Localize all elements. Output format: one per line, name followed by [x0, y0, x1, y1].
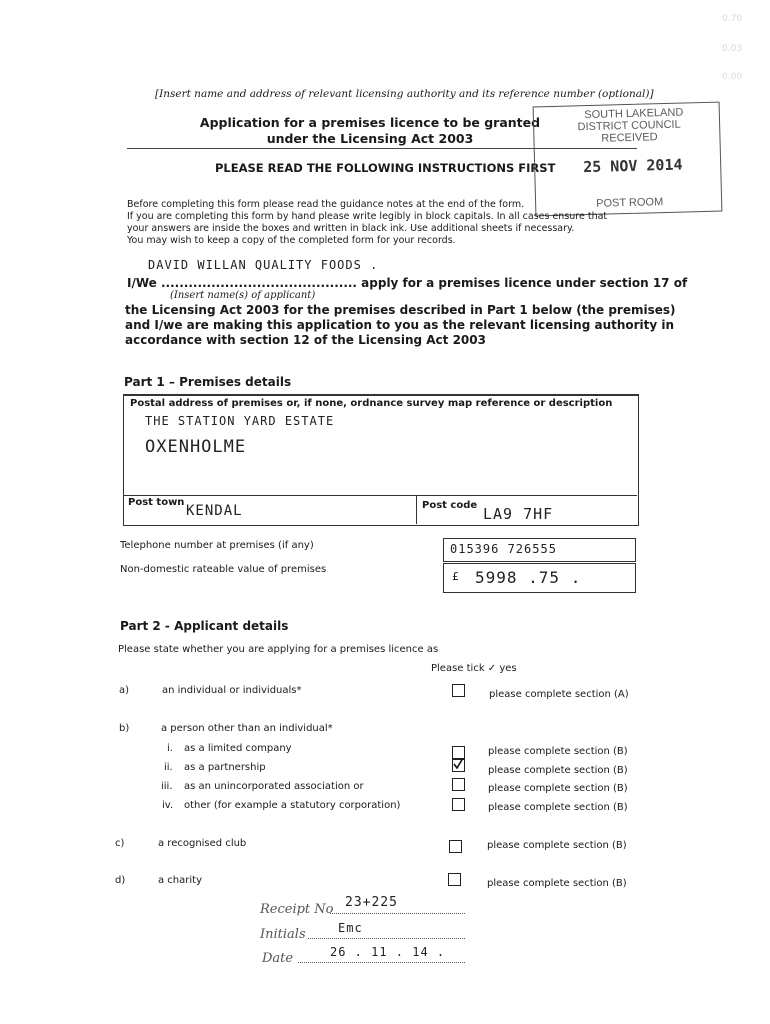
- option-label-other-statutory: other (for example a statutory corporation): [184, 800, 401, 811]
- stamp-date: 25 NOV 2014: [582, 155, 683, 177]
- option-letter: iv.: [162, 800, 174, 811]
- option-section: please complete section (B): [487, 840, 627, 851]
- option-section: please complete section (B): [488, 746, 628, 757]
- checkbox-unincorporated[interactable]: [452, 778, 465, 791]
- form-title-line2: under the Licensing Act 2003: [266, 131, 474, 146]
- address-vertical-divider: [416, 495, 417, 524]
- option-letter: iii.: [161, 781, 173, 792]
- received-stamp: [533, 102, 723, 217]
- option-section: please complete section (B): [488, 802, 628, 813]
- post-code-label: Post code: [422, 500, 478, 511]
- margin-mark: 0.70: [722, 14, 743, 24]
- initials-dotted-line: [308, 938, 465, 939]
- applicant-handwritten-name: DAVID WILLAN QUALITY FOODS .: [148, 258, 379, 272]
- checkbox-charity[interactable]: [448, 873, 461, 886]
- option-section: please complete section (B): [487, 878, 627, 889]
- tick-header: Please tick ✓ yes: [431, 663, 517, 674]
- stamp-council-line1: SOUTH LAKELAND: [584, 106, 684, 122]
- option-label-individual: an individual or individuals*: [162, 685, 302, 696]
- telephone-value[interactable]: 015396 726555: [450, 542, 557, 556]
- option-letter: i.: [167, 743, 173, 754]
- post-code-value[interactable]: LA9 7HF: [483, 505, 554, 523]
- part2-heading: Part 2 - Applicant details: [120, 619, 289, 633]
- telephone-label: Telephone number at premises (if any): [120, 540, 314, 551]
- option-letter: c): [115, 838, 125, 849]
- option-section: please complete section (B): [488, 783, 628, 794]
- post-town-label: Post town: [128, 497, 185, 508]
- applicant-body-line2: and I/we are making this application to you as the relevant licensing authority in: [125, 318, 675, 332]
- date-dotted-line: [298, 962, 465, 963]
- intro-line3: your answers are inside the boxes and written in black ink. Use additional sheets if necessary.: [127, 223, 575, 234]
- option-letter: ii.: [164, 762, 173, 773]
- instructions-heading: PLEASE READ THE FOLLOWING INSTRUCTIONS FIRST: [215, 161, 556, 175]
- margin-mark: 0.00: [722, 72, 743, 82]
- applicant-iwe-line: I/We ........................................... apply for a premises licence under section 17 of: [127, 276, 688, 290]
- option-label-recognised-club: a recognised club: [158, 838, 247, 849]
- applicant-body-line3: accordance with section 12 of the Licensing Act 2003: [125, 333, 486, 347]
- premises-address-line2[interactable]: OXENHOLME: [145, 437, 247, 457]
- applicant-insert-names: (Insert name(s) of applicant): [170, 290, 316, 301]
- checkbox-partnership[interactable]: [452, 759, 465, 772]
- rateable-currency: £: [452, 570, 459, 583]
- stamp-received: RECEIVED: [601, 131, 658, 145]
- stamp-council-line2: DISTRICT COUNCIL: [577, 118, 681, 134]
- option-letter: b): [119, 723, 130, 734]
- receipt-dotted-line: [330, 913, 465, 914]
- checkbox-recognised-club[interactable]: [449, 840, 462, 853]
- checkmark-icon: [453, 758, 464, 769]
- option-label-charity: a charity: [158, 875, 202, 886]
- option-section: please complete section (A): [489, 689, 629, 700]
- receipt-no-label: Receipt No: [260, 902, 334, 917]
- address-divider: [123, 495, 637, 496]
- checkbox-individual[interactable]: [452, 684, 465, 697]
- intro-line1: Before completing this form please read the guidance notes at the end of the form.: [127, 199, 525, 210]
- form-title-line1: Application for a premises licence to be granted: [199, 115, 541, 130]
- intro-line4: You may wish to keep a copy of the completed form for your records.: [127, 235, 456, 246]
- initials-value: Emc: [338, 921, 363, 935]
- option-letter: d): [115, 875, 126, 886]
- option-section: please complete section (B): [488, 765, 628, 776]
- rateable-value-label: Non-domestic rateable value of premises: [120, 564, 327, 575]
- option-label-partnership: as a partnership: [184, 762, 266, 773]
- intro-line2: If you are completing this form by hand please write legibly in block capitals. In all cases ensure that: [127, 211, 608, 222]
- applicant-body-line1: the Licensing Act 2003 for the premises described in Part 1 below (the premises): [125, 303, 676, 317]
- rateable-value[interactable]: 5998 .75 .: [475, 568, 582, 587]
- checkbox-other-statutory[interactable]: [452, 798, 465, 811]
- receipt-no-value: 23+225: [345, 895, 398, 910]
- licensing-authority-note: [Insert name and address of relevant licensing authority and its reference number (optional)]: [155, 88, 654, 100]
- premises-address-line1[interactable]: THE STATION YARD ESTATE: [145, 414, 335, 428]
- post-town-value[interactable]: KENDAL: [186, 503, 243, 519]
- margin-mark: 0.03: [722, 44, 743, 54]
- option-label-unincorporated: as an unincorporated association or: [184, 781, 364, 792]
- option-label-limited-company: as a limited company: [184, 743, 292, 754]
- part1-heading: Part 1 – Premises details: [124, 375, 292, 389]
- option-label-other-than-individual: a person other than an individual*: [161, 723, 333, 734]
- part2-question: Please state whether you are applying for a premises licence as: [118, 644, 439, 655]
- stamp-post-room: POST ROOM: [596, 196, 664, 210]
- date-label: Date: [262, 951, 294, 966]
- option-letter: a): [119, 685, 130, 696]
- date-value: 26 . 11 . 14 .: [330, 945, 446, 959]
- initials-label: Initials: [260, 927, 306, 942]
- premises-address-label: Postal address of premises or, if none, ordnance survey map reference or description: [130, 398, 613, 409]
